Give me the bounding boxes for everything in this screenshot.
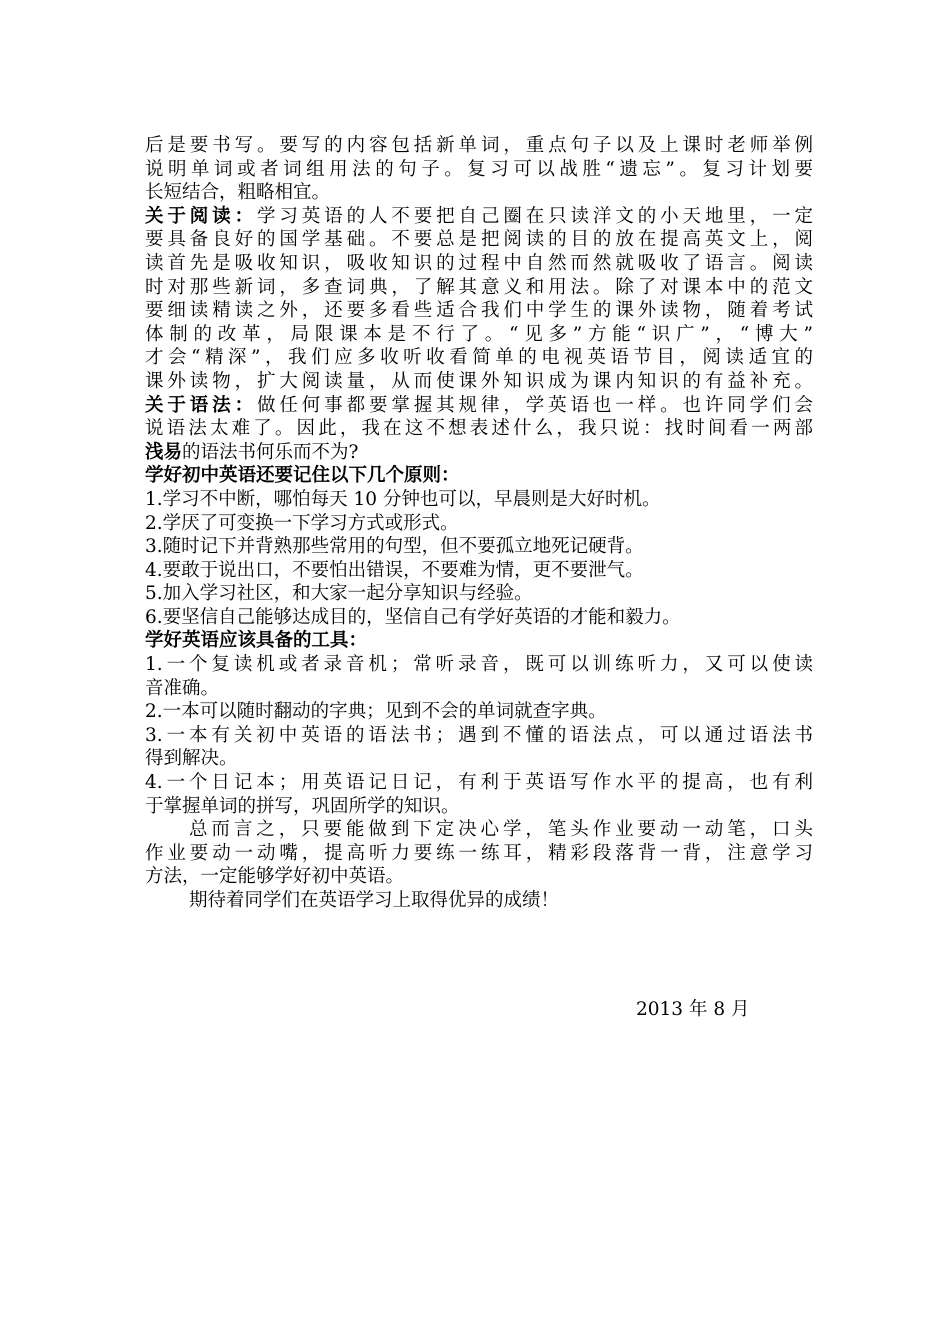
tool-item-3-line-1: 3.一本有关初中英语的语法书；遇到不懂的语法点，可以通过语法书 xyxy=(145,724,813,746)
principle-item-4: 4.要敢于说出口，不要怕出错误，不要难为情，更不要泄气。 xyxy=(145,559,644,581)
grammar-heading: 关于语法： xyxy=(145,394,257,416)
grammar-bold-word: 浅易 xyxy=(145,441,183,463)
document-date: 2013 年 8 月 xyxy=(636,999,750,1020)
tools-heading: 学好英语应该具备的工具： xyxy=(145,630,368,652)
document-body xyxy=(145,134,813,913)
reading-line-8: 课外读物，扩大阅读量，从而使课外知识成为课内知识的有益补充。 xyxy=(145,370,813,392)
principles-heading: 学好初中英语还要记住以下几个原则： xyxy=(145,465,460,487)
review-line-1: 后是要书写。要写的内容包括新单词，重点句子以及上课时老师举例 xyxy=(145,135,813,156)
tool-item-1-line-2: 音准确。 xyxy=(145,677,220,699)
grammar-line-3 xyxy=(145,441,813,465)
reading-line-1 xyxy=(145,205,813,229)
principle-item-3: 3.随时记下并背熟那些常用的句型，但不要孤立地死记硬背。 xyxy=(145,536,644,558)
conclusion-line-1: 总而言之，只要能做到下定决心学，笔头作业要动一动笔，口头 xyxy=(189,819,813,841)
grammar-line-2: 说语法太难了。因此，我在这不想表述什么，我只说：找时间看一两部 xyxy=(145,418,813,440)
principle-item-2: 2.学厌了可变换一下学习方式或形式。 xyxy=(145,512,459,534)
reading-line-6: 体制的改革，局限课本是不行了。“见多”方能“识广”，“博大” xyxy=(145,323,813,345)
principle-item-6: 6.要坚信自己能够达成目的，坚信自己有学好英语的才能和毅力。 xyxy=(145,606,681,628)
tool-item-3-line-2: 得到解决。 xyxy=(145,748,238,770)
grammar-line-3-rest: 的语法书何乐而不为? xyxy=(182,441,359,463)
reading-line-5: 要细读精读之外，还要多看些适合我们中学生的课外读物，随着考试 xyxy=(145,300,813,322)
tool-item-2: 2.一本可以随时翻动的字典；见到不会的单词就查字典。 xyxy=(145,701,607,723)
review-line-3: 长短结合，粗略相宜。 xyxy=(145,182,331,204)
principle-item-5: 5.加入学习社区，和大家一起分享知识与经验。 xyxy=(145,583,533,605)
review-line-2: 说明单词或者词组用法的句子。复习可以战胜“遗忘”。复习计划要 xyxy=(145,158,813,180)
tool-item-4-line-1: 4.一个日记本；用英语记日记，有利于英语写作水平的提高，也有利 xyxy=(145,772,813,794)
reading-first-line: 学习英语的人不要把自己圈在只读洋文的小天地里，一定 xyxy=(256,205,813,227)
principle-item-1: 1.学习不中断，哪怕每天 10 分钟也可以，早晨则是大好时机。 xyxy=(145,488,661,510)
conclusion-line-2: 作业要动一动嘴，提高听力要练一练耳，精彩段落背一背，注意学习 xyxy=(145,842,813,864)
reading-heading: 关于阅读： xyxy=(145,205,257,227)
tool-item-4-line-2: 于掌握单词的拼写，巩固所学的知识。 xyxy=(145,795,460,817)
grammar-line-1 xyxy=(145,394,813,418)
reading-line-4: 时对那些新词，多查词典，了解其意义和用法。除了对课本中的范文 xyxy=(145,276,813,298)
grammar-first-line: 做任何事都要掌握其规律，学英语也一样。也许同学们会 xyxy=(256,394,813,416)
reading-line-2: 要具备良好的国学基础。不要总是把阅读的目的放在提高英文上，阅 xyxy=(145,229,813,251)
reading-line-3: 读首先是吸收知识，吸收知识的过程中自然而然就吸收了语言。阅读 xyxy=(145,252,813,274)
tool-item-1-line-1: 1.一个复读机或者录音机；常听录音，既可以训练听力，又可以使读 xyxy=(145,654,813,676)
closing-wish: 期待着同学们在英语学习上取得优异的成绩！ xyxy=(189,890,560,911)
reading-line-7: 才会“精深”，我们应多收听收看简单的电视英语节目，阅读适宜的 xyxy=(145,347,813,369)
conclusion-line-3: 方法，一定能够学好初中英语。 xyxy=(145,866,405,888)
